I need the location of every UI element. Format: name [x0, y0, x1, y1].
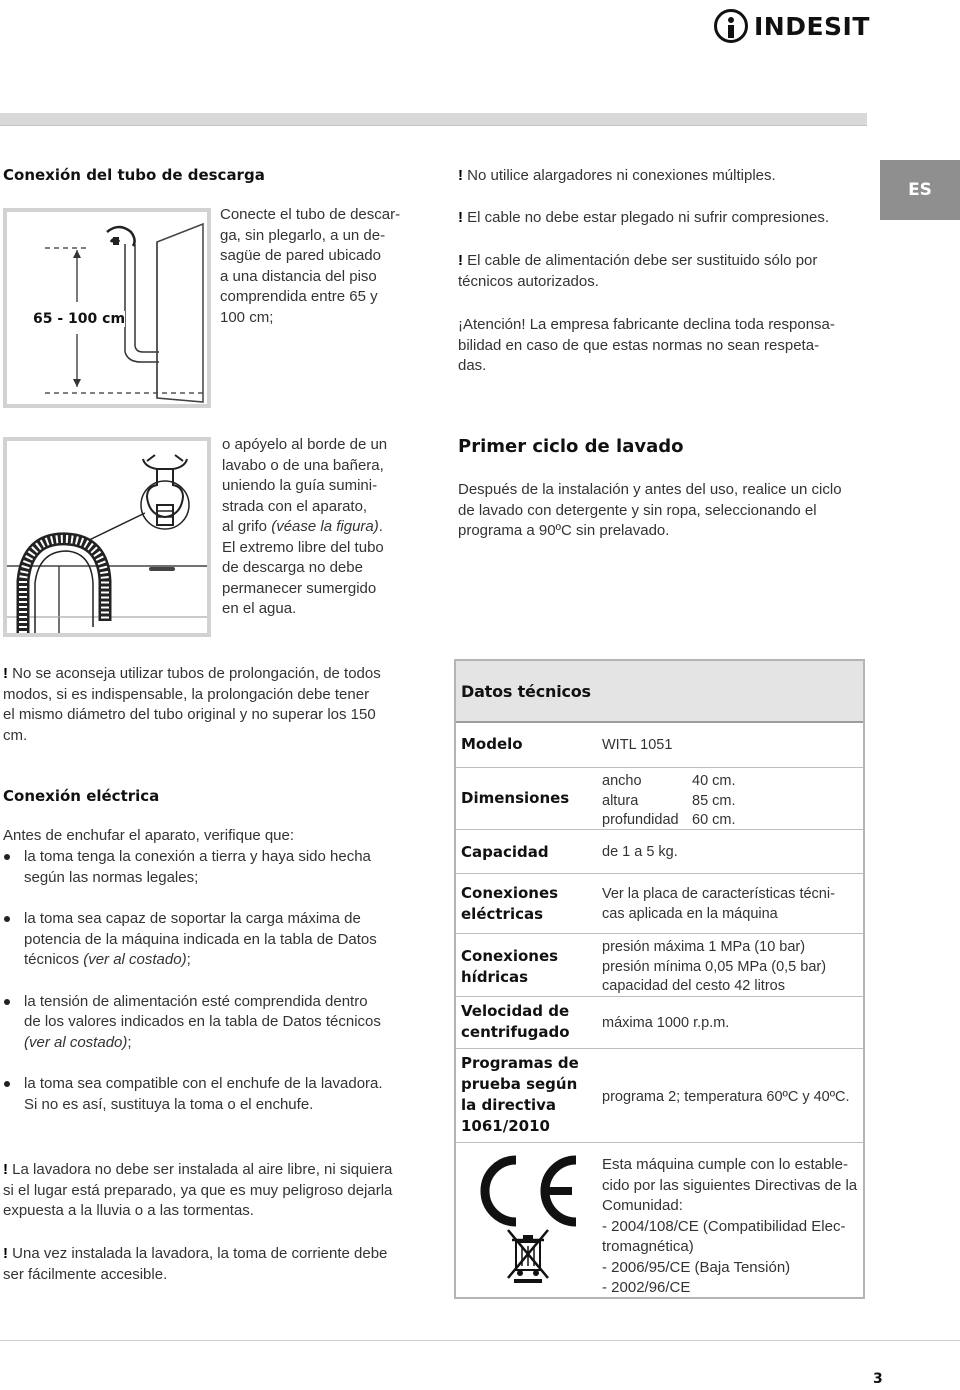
height-range-label: 65 - 100 cm: [33, 311, 126, 327]
wall-drain-illustration: [7, 212, 207, 404]
drain-sink-text-b: . El extremo libre del tubo de descarga no debe permanecer sumergido en el agua.: [222, 518, 384, 617]
warning-text: El cable de alimentación debe ser sustituido sólo por técnicos autorizados.: [458, 252, 818, 290]
electrical-value: Ver la placa de características técni- cas aplicada en la máquina: [602, 886, 835, 922]
warning-mark: !: [3, 1245, 8, 1262]
figure-reference: (véase la figura): [271, 518, 379, 535]
tech-title: Datos técnicos: [461, 681, 591, 701]
electric-intro: Antes de enchufar el aparato, verifique que:: [3, 827, 295, 844]
language-tab: ES: [880, 160, 960, 220]
row-electrical: [456, 873, 863, 934]
check-load: la toma sea capaz de soportar la carga máxima de potencia de la máquina indicada en la tabla de Datos técnicos (ver al costado);: [3, 909, 433, 971]
first-cycle-text: Después de la instalación y antes del uso, realice un ciclo de lavado con detergente y sin ropa, seleccionando el programa a 90ºC sin prelavado.: [458, 481, 842, 539]
warning-mark: !: [458, 209, 463, 226]
test-programs-value: programa 2; temperatura 60ºC y 40ºC.: [602, 1089, 850, 1105]
model-value: WITL 1051: [602, 737, 673, 753]
dimensions-label: Dimensiones: [461, 789, 570, 807]
spin-label: Velocidad de centrifugado: [461, 1002, 570, 1041]
wall-drain-figure: [3, 208, 211, 408]
dimensions-values: ancho 40 cm. altura 85 cm. profundidad 60 cm.: [602, 773, 736, 828]
brand-name: INDESIT: [754, 11, 870, 41]
drain-sink-text: [222, 435, 387, 620]
footer-rule: [0, 1340, 960, 1341]
warning-text: El cable no debe estar plegado ni sufrir compresiones.: [463, 209, 830, 226]
warning-text: La lavadora no debe ser instalada al aire libre, ni siquiera si el lugar está preparado, ya que es muy peligroso dejarla expuesta a la lluvia o a las tormentas.: [3, 1161, 393, 1219]
warning-text: Una vez instalada la lavadora, la toma de corriente debe ser fácilmente accesible.: [3, 1245, 388, 1283]
water-value: presión máxima 1 MPa (10 bar) presión mínima 0,05 MPa (0,5 bar) capacidad del cesto 42 litros: [602, 939, 827, 994]
extension-note: [3, 664, 423, 746]
warning-extension-cords: [458, 166, 776, 187]
electric-heading: Conexión eléctrica: [3, 787, 160, 805]
model-label: Modelo: [461, 735, 523, 753]
warning-text: No utilice alargadores ni conexiones múltiples.: [463, 167, 776, 184]
drain-sink-text-a: o apóyelo al borde de un lavabo o de una bañera, uniendo la guía sumini- strada con el aparato, al grifo: [222, 436, 388, 535]
tech-title-bar: [456, 661, 863, 723]
ce-mark-icon: [466, 1154, 584, 1284]
row-model: [456, 723, 863, 768]
warning-mark: !: [3, 1161, 8, 1178]
electrical-label: Conexiones eléctricas: [461, 884, 559, 923]
row-capacity: [456, 829, 863, 874]
row-dimensions: [456, 767, 863, 830]
drain-wall-text: Conecte el tubo de descar- ga, sin plegarlo, a un de- sagüe de pared ubicado a una distancia del piso comprendida entre 65 y 100 cm;: [220, 206, 401, 326]
tech-data-table: [454, 659, 865, 1299]
row-water: [456, 933, 863, 997]
sink-drain-illustration: [7, 441, 207, 633]
row-spin: [456, 996, 863, 1049]
row-compliance: [456, 1142, 863, 1297]
warning-mark: !: [3, 665, 8, 682]
warning-mark: !: [458, 167, 463, 184]
warning-accessible: [3, 1244, 387, 1285]
spin-value: máxima 1000 r.p.m.: [602, 1015, 730, 1031]
warning-cable-replace: [458, 251, 817, 292]
weee-bin-icon: [508, 1230, 548, 1283]
electric-checklist: [3, 847, 433, 1136]
check-voltage: la tensión de alimentación esté comprendida dentro de los valores indicados en la tabla de Datos técnicos (ver al costado);: [3, 992, 433, 1054]
check-grounding: la toma tenga la conexión a tierra y haya sido hecha según las normas legales;: [3, 847, 433, 888]
check-plug: la toma sea compatible con el enchufe de la lavadora. Si no es así, sustituya la toma o el enchufe.: [3, 1074, 433, 1115]
indesit-logo: [714, 6, 889, 46]
test-programs-label: Programas de prueba según la directiva 1061/2010: [461, 1054, 579, 1135]
warning-cable-bent: [458, 208, 829, 229]
attention-note: ¡Atención! La empresa fabricante declina toda responsa- bilidad en caso de que estas normas no sean respeta- das.: [458, 316, 835, 374]
header-rule: [0, 113, 867, 126]
capacity-value: de 1 a 5 kg.: [602, 844, 678, 860]
warning-mark: !: [458, 252, 463, 269]
capacity-label: Capacidad: [461, 843, 549, 861]
sink-drain-figure: [3, 437, 211, 637]
first-cycle-heading: Primer ciclo de lavado: [458, 436, 684, 457]
indesit-logo-icon: [714, 9, 748, 43]
drain-heading: Conexión del tubo de descarga: [3, 166, 265, 184]
row-test-programs: [456, 1048, 863, 1143]
compliance-text: Esta máquina cumple con lo estable- cido por las siguientes Directivas de la Comunidad: - 2004/108/CE (Compatibilidad Elec- tromagnética) - 2006/95/CE (Baja Tensión) - 2002/96/CE: [602, 1156, 858, 1296]
water-label: Conexiones hídricas: [461, 947, 559, 986]
page-number: 3: [873, 1371, 883, 1387]
extension-note-text: No se aconseja utilizar tubos de prolongación, de todos modos, si es indispensable, la prolongación debe tener el mismo diámetro del tubo original y no superar los 150 cm.: [3, 665, 381, 744]
warning-outdoors: [3, 1160, 392, 1222]
